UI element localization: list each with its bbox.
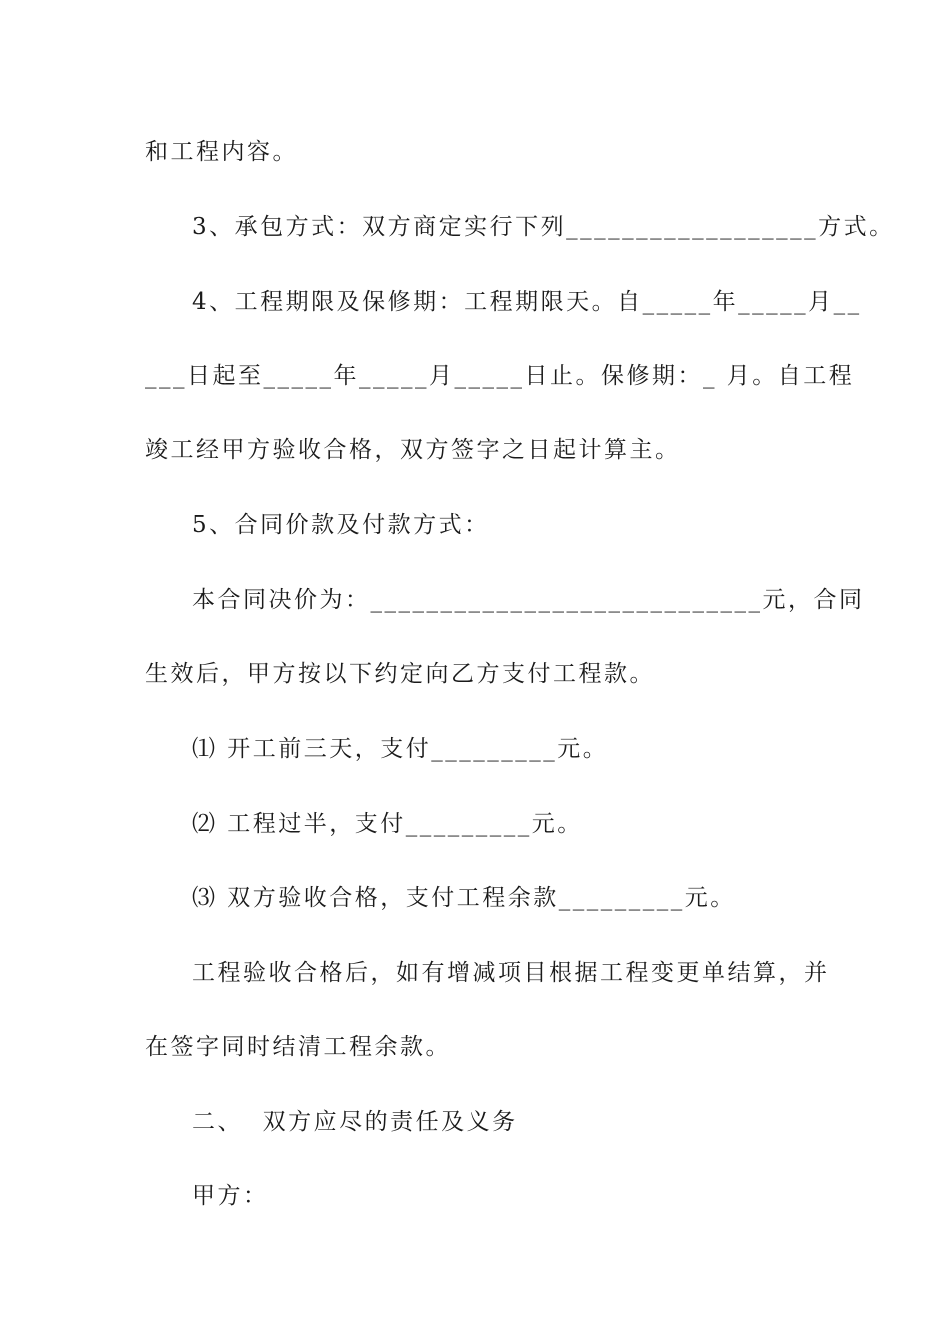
paragraph-line: ⑶ 双方验收合格，支付工程余款_________元。 [192, 885, 736, 911]
paragraph-line: 生效后，甲方按以下约定向乙方支付工程款。 [145, 661, 655, 687]
paragraph-line: 竣工经甲方验收合格，双方签字之日起计算主。 [145, 437, 681, 463]
paragraph-line: ⑴ 开工前三天，支付_________元。 [192, 736, 609, 762]
paragraph-line: ___日起至_____年_____月_____日止。保修期：_ 月。自工程 [145, 363, 855, 389]
paragraph-line: ⑵ 工程过半，支付_________元。 [192, 811, 583, 837]
paragraph-line: 本合同决价为：____________________________元，合同 [192, 587, 865, 613]
paragraph-line: 在签字同时结清工程余款。 [145, 1034, 451, 1060]
paragraph-line: 和工程内容。 [145, 139, 298, 165]
paragraph-line: 3、承包方式：双方商定实行下列__________________方式。 [192, 214, 895, 240]
section-heading: 二、 双方应尽的责任及义务 [192, 1109, 518, 1135]
paragraph-line: 4、工程期限及保修期：工程期限天。自_____年_____月__ [192, 289, 862, 315]
party-label: 甲方： [192, 1183, 269, 1209]
paragraph-line: 5、合同价款及付款方式： [192, 512, 490, 538]
paragraph-line: 工程验收合格后，如有增减项目根据工程变更单结算，并 [192, 960, 830, 986]
